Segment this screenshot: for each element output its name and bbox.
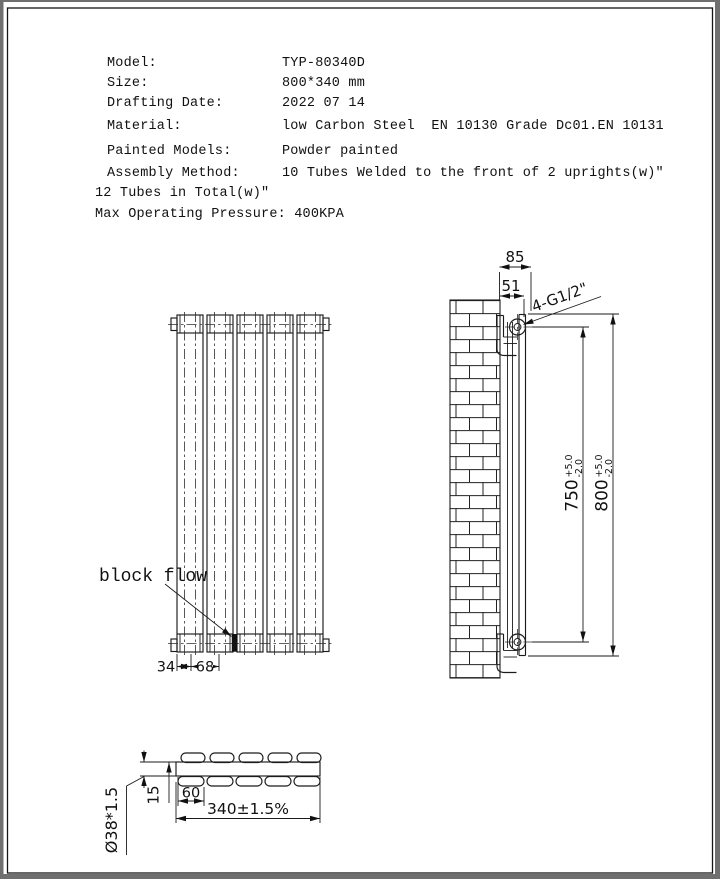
tube-row-front xyxy=(181,753,321,763)
dim-800-label: 800 xyxy=(592,479,613,512)
front-view-side-tabs xyxy=(171,318,329,652)
dim-51-label: 51 xyxy=(501,277,521,295)
front-view-bottom-dimensions xyxy=(157,654,219,676)
spec-label-assembly-method: Assembly Method: xyxy=(107,166,240,181)
spec-value-drafting-date: 2022 07 14 xyxy=(282,96,366,111)
dim-51 xyxy=(500,277,524,317)
spec-row-model xyxy=(107,55,365,72)
spec-label-material: Material: xyxy=(107,119,182,134)
spec-line-max-pressure: Max Operating Pressure: 400KPA xyxy=(95,207,345,222)
fitting-label-4-g12: 4-G1/2" xyxy=(529,278,591,316)
dim-800-tol-minus: -2.0 xyxy=(604,458,615,478)
spec-row-material xyxy=(107,118,664,135)
block-flow-plug xyxy=(232,634,238,652)
dim-800-tol-plus: +5.0 xyxy=(594,454,605,478)
section-view xyxy=(102,751,321,856)
upright-band xyxy=(176,762,320,776)
side-view-upright xyxy=(508,322,513,648)
spec-label-painted-models: Painted Models: xyxy=(107,144,232,159)
dim-60 xyxy=(178,777,204,806)
spec-value-model: TYP-80340D xyxy=(282,56,366,71)
spec-label-model: Model: xyxy=(107,56,157,71)
block-flow-label: block flow xyxy=(99,567,208,587)
spec-row-drafting-date xyxy=(107,95,365,112)
dim-750-tol-plus: +5.0 xyxy=(564,454,575,478)
dim-tube-label: Ø38*1.5 xyxy=(102,786,121,854)
spec-row-size xyxy=(107,75,365,92)
front-view-centerlines xyxy=(168,325,332,644)
dim-60-label: 60 xyxy=(181,785,201,802)
spec-label-drafting-date: Drafting Date: xyxy=(107,96,224,111)
front-view xyxy=(99,312,332,676)
side-view-panel-profile xyxy=(519,315,526,656)
dim-750 xyxy=(532,327,589,642)
dim-750-label: 750 xyxy=(562,479,583,512)
dim-85-label: 85 xyxy=(505,248,525,266)
spec-value-assembly-method: 10 Tubes Welded to the front of 2 uprights(w)" xyxy=(282,166,664,181)
dim-15 xyxy=(145,763,170,805)
spec-row-assembly-method xyxy=(107,165,664,182)
dim-tube-diameter xyxy=(102,751,176,856)
dim-15-label: 15 xyxy=(144,785,163,805)
spec-value-material: low Carbon Steel EN 10130 Grade Dc01.EN 10131 xyxy=(282,119,664,134)
spec-value-size: 800*340 mm xyxy=(282,76,366,91)
wall-brick-hatch xyxy=(450,300,500,678)
fitting-callout xyxy=(524,279,602,325)
dim-34-label: 34 xyxy=(156,659,176,676)
spec-line-tubes-total: 12 Tubes in Total(w)" xyxy=(95,186,270,201)
spec-label-size: Size: xyxy=(107,76,149,91)
dim-68-label: 68 xyxy=(195,659,215,676)
block-flow-leader-line xyxy=(165,584,232,637)
spec-value-painted-models: Powder painted xyxy=(282,144,399,159)
dim-750-tol-minus: -2.0 xyxy=(574,458,585,478)
spec-row-painted-models xyxy=(107,143,398,160)
dim-340-label: 340±1.5% xyxy=(207,800,289,818)
side-view xyxy=(450,248,619,678)
